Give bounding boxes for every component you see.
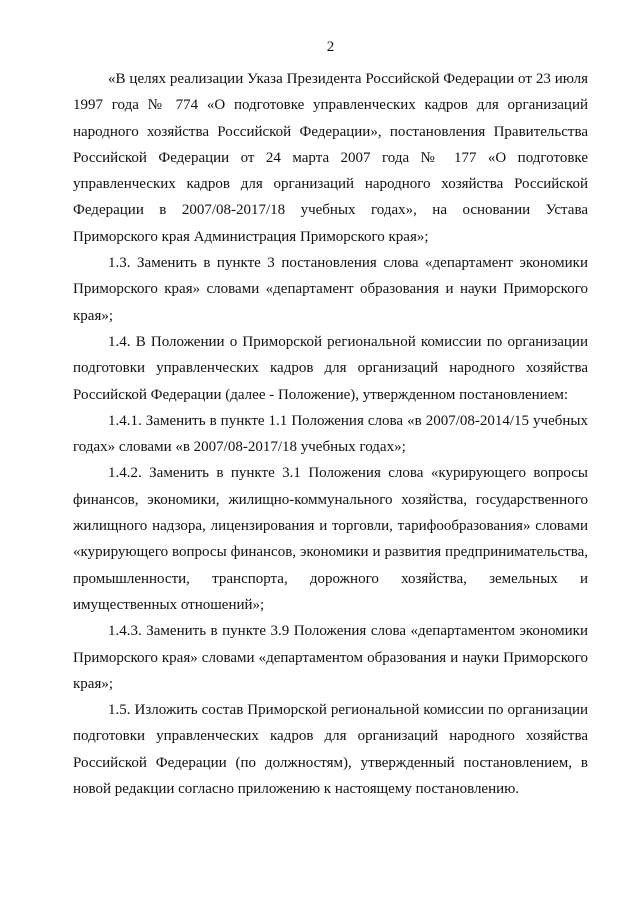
paragraph-1-4-1: 1.4.1. Заменить в пункте 1.1 Положения слова «в 2007/08-2014/15 учебных годах» словами «в 2007/08-2017/18 учебных годах»; — [73, 412, 588, 456]
paragraph-1-4-3: 1.4.3. Заменить в пункте 3.9 Положения слова «департаментом экономики Приморского края» словами «департаментом образования и науки Приморского края»; — [73, 623, 588, 692]
paragraph-1-4-2: 1.4.2. Заменить в пункте 3.1 Положения слова «курирующего вопросы финансов, экономики, жилищно-коммунального хозяйства, государственного жилищного надзора, лицензирования и торговли, тарифообразования» словами «курирующего вопросы финансов, экономики и развития предпринимательства, промышленности, транспорта, дорожного хозяйства, земельных и имущественных отношений»; — [73, 465, 588, 613]
paragraph-1-3: 1.3. Заменить в пункте 3 постановления слова «департамент экономики Приморского края» словами «департамент образования и науки Приморского края»; — [73, 255, 588, 324]
paragraph-preamble: «В целях реализации Указа Президента Российской Федерации от 23 июля 1997 года № 774 «О подготовке управленческих кадров для организаций народного хозяйства Российской Федерации», постановления Правительства Российской Федерации от 24 марта 2007 года № 177 «О подготовке управленческих кадров для организаций народного хозяйства Российской Федерации в 2007/08-2017/18 учебных годах», на основании Устава Приморского края Администрация Приморского края»; — [73, 71, 588, 245]
paragraph-1-5: 1.5. Изложить состав Приморской региональной комиссии по организации подготовки управленческих кадров для организаций народного хозяйства Российской Федерации (по должностям), утвержденный постановлением, в новой редакции согласно приложению к настоящему постановлению. — [73, 702, 588, 798]
paragraph-1-4: 1.4. В Положении о Приморской региональной комиссии по организации подготовки управленческих кадров для организаций народного хозяйства Российской Федерации (далее - Положение), утвержденном постановлением: — [73, 333, 588, 403]
page-number: 2 — [326, 39, 335, 55]
